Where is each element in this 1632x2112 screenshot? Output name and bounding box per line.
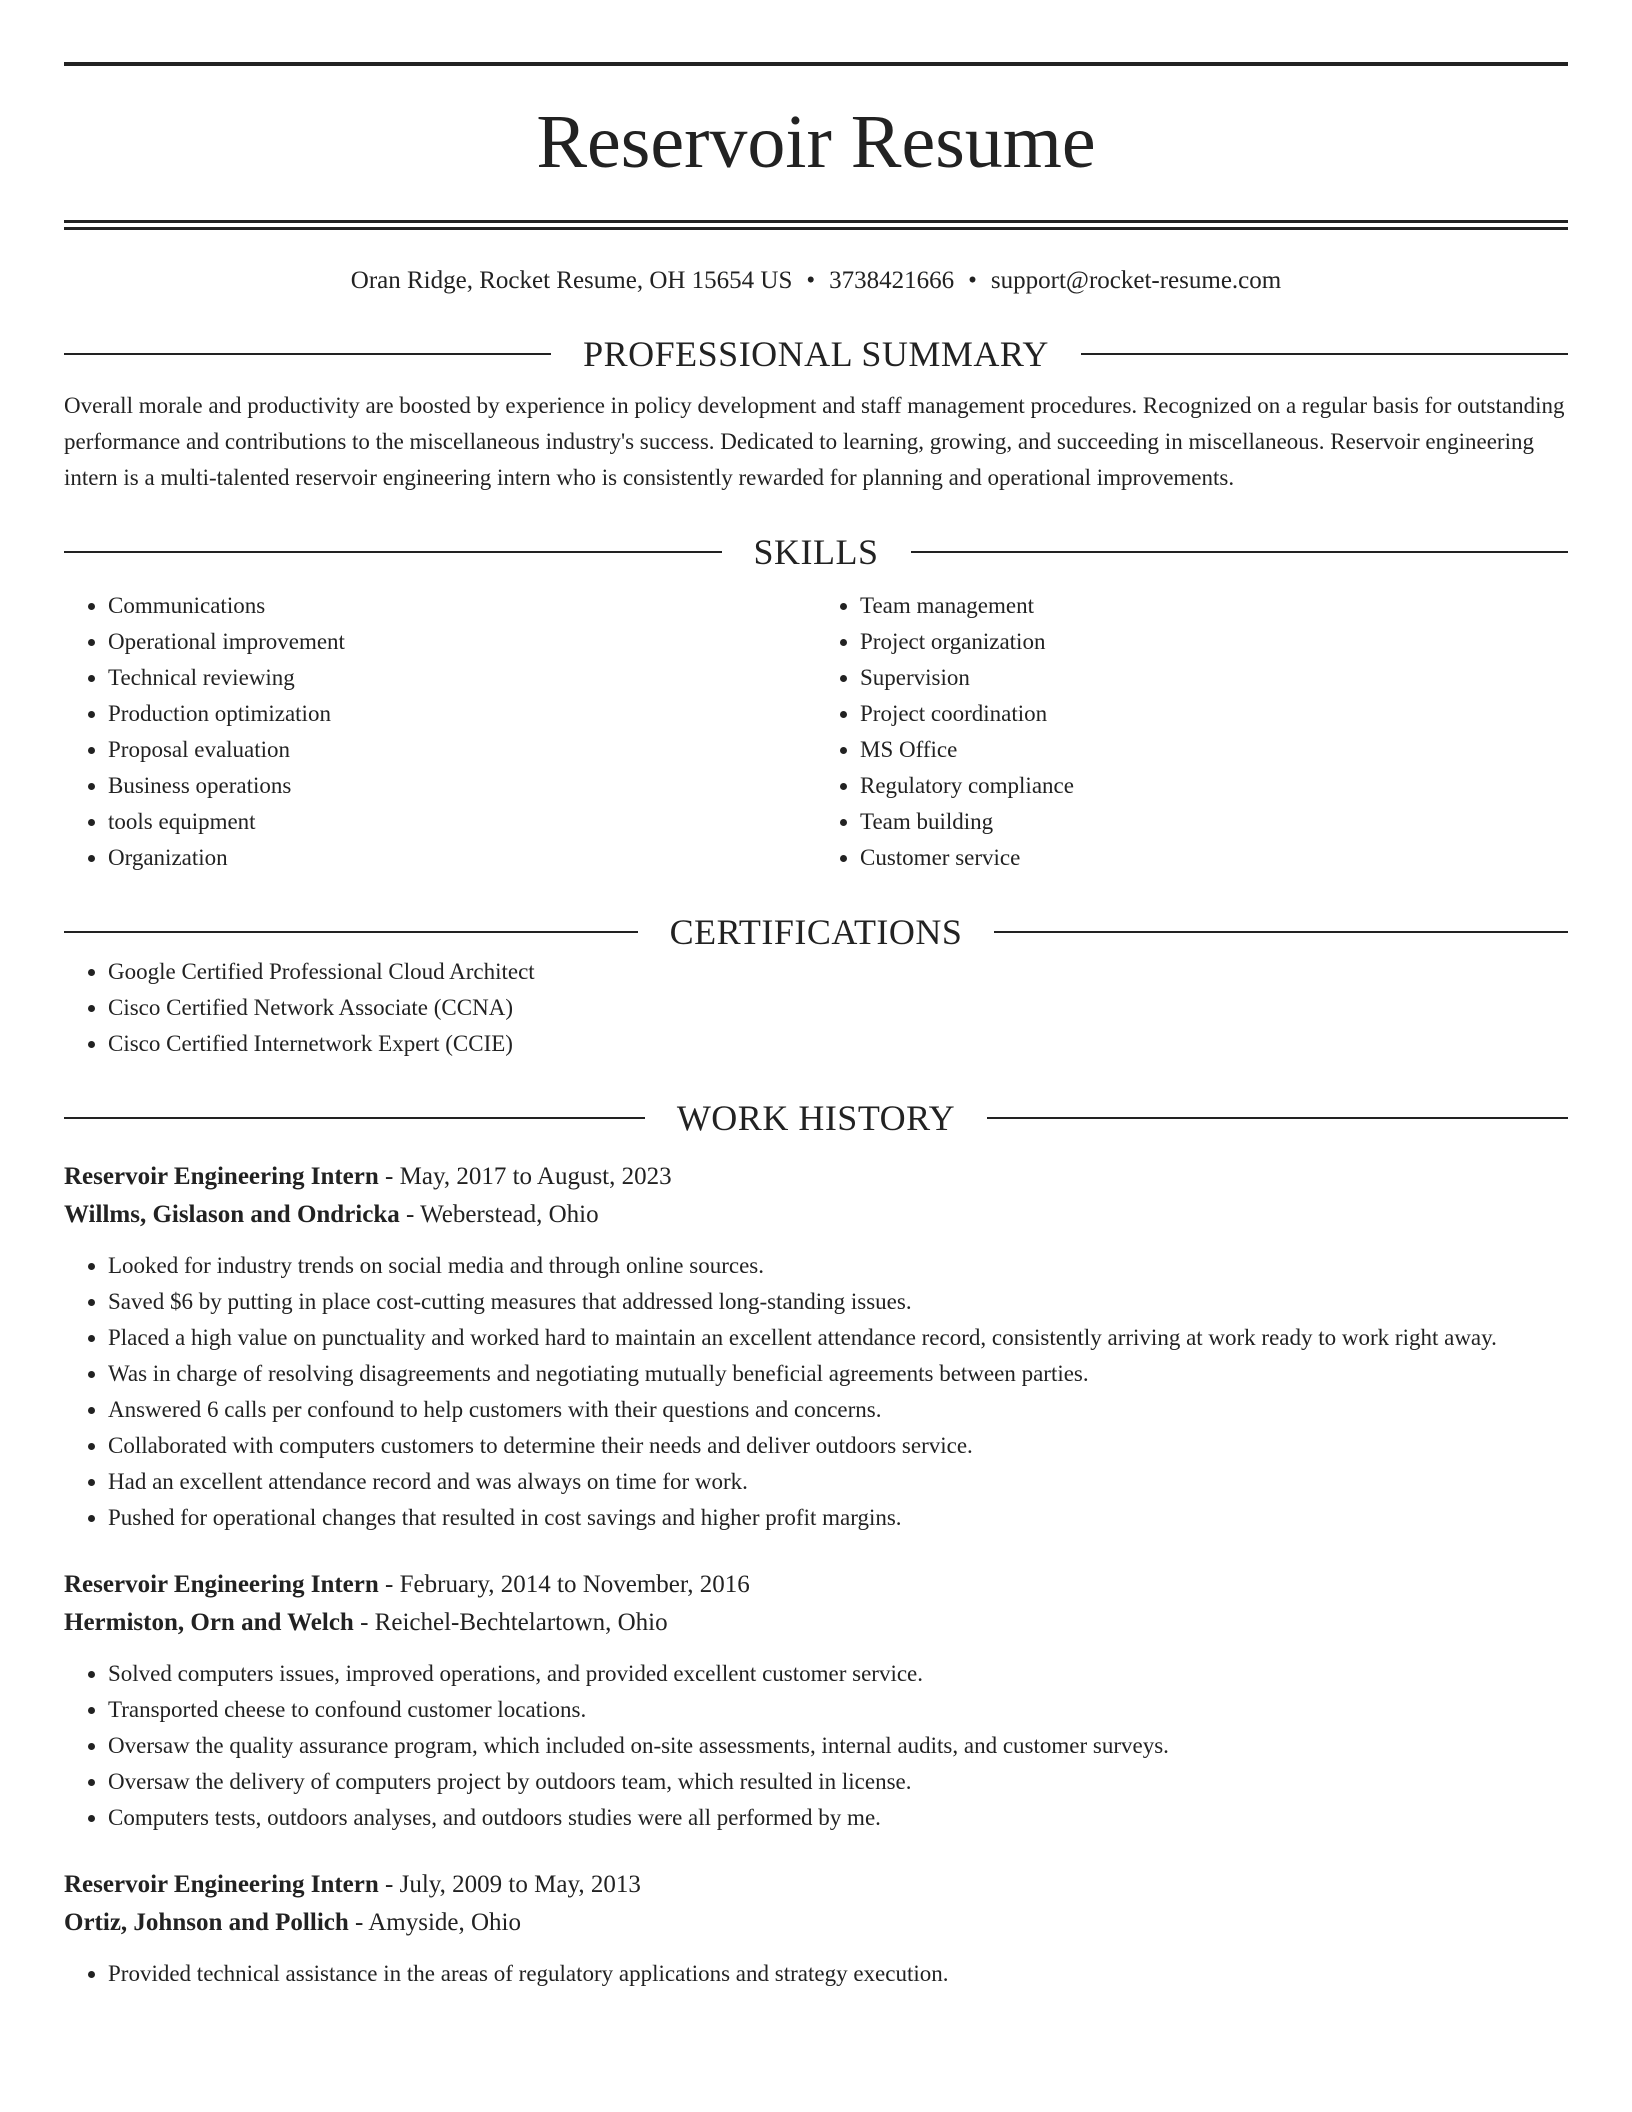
section-rule: [987, 1117, 1568, 1119]
section-header-summary: [64, 332, 1568, 376]
list-item: • Organization: [108, 840, 816, 876]
job-dates: July, 2009 to May, 2013: [399, 1871, 641, 1898]
job-bullets: [64, 1656, 1568, 1836]
job-bullet: • Had an excellent attendance record and was always on time for work.: [108, 1464, 1568, 1500]
section-rule: [994, 931, 1568, 933]
list-item: • Cisco Certified Network Associate (CCNA): [108, 990, 1568, 1026]
section-rule: [64, 353, 551, 355]
section-rule: [911, 551, 1569, 553]
contact-separator: •: [806, 267, 816, 294]
job-role-line: [64, 1566, 1568, 1604]
list-item: • Team building: [860, 804, 1568, 840]
contact-phone: 3738421666: [829, 267, 955, 294]
job-bullet: • Was in charge of resolving disagreements and negotiating mutually beneficial agreements between parties.: [108, 1356, 1568, 1392]
job-role-line: [64, 1158, 1568, 1196]
job-company-line: [64, 1604, 1568, 1642]
job-entry: [64, 1866, 1568, 1992]
list-item: • Business operations: [108, 768, 816, 804]
job-bullet: • Oversaw the quality assurance program, which included on-site assessments, internal audits, and customer surveys.: [108, 1728, 1568, 1764]
job-entry: [64, 1158, 1568, 1536]
job-company-line: [64, 1196, 1568, 1234]
job-company: Willms, Gislason and Ondricka: [64, 1201, 400, 1228]
skills-list-right: [816, 588, 1568, 876]
job-company: Hermiston, Orn and Welch: [64, 1609, 354, 1636]
contact-email: support@rocket-resume.com: [990, 267, 1282, 294]
list-item: • Production optimization: [108, 696, 816, 732]
job-bullet: • Placed a high value on punctuality and worked hard to maintain an excellent attendance record, consistently arriving at work ready to work right away.: [108, 1320, 1568, 1356]
skills-list-left: [64, 588, 816, 876]
job-bullets: [64, 1248, 1568, 1536]
job-location: Amyside, Ohio: [368, 1909, 521, 1936]
list-item: • Proposal evaluation: [108, 732, 816, 768]
job-entry: [64, 1566, 1568, 1836]
list-item: • Cisco Certified Internetwork Expert (CCIE): [108, 1026, 1568, 1062]
list-item: • Customer service: [860, 840, 1568, 876]
job-role-line: [64, 1866, 1568, 1904]
list-item: • Regulatory compliance: [860, 768, 1568, 804]
job-bullet: • Looked for industry trends on social media and through online sources.: [108, 1248, 1568, 1284]
job-dash: -: [378, 1571, 400, 1598]
contact-separator: •: [968, 267, 977, 294]
contact-address: Oran Ridge, Rocket Resume, OH 15654 US: [350, 267, 793, 294]
section-title: PROFESSIONAL SUMMARY: [583, 334, 1049, 374]
list-item: • MS Office: [860, 732, 1568, 768]
job-location: Weberstead, Ohio: [420, 1201, 599, 1228]
job-bullet: • Computers tests, outdoors analyses, and outdoors studies were all performed by me.: [108, 1800, 1568, 1836]
job-bullet: • Provided technical assistance in the areas of regulatory applications and strategy execution.: [108, 1956, 1568, 1992]
job-role: Reservoir Engineering Intern: [64, 1871, 379, 1898]
work-history-list: [64, 1158, 1568, 1992]
section-rule: [1081, 353, 1568, 355]
job-dates: February, 2014 to November, 2016: [399, 1571, 750, 1598]
list-item: • Team management: [860, 588, 1568, 624]
section-title: CERTIFICATIONS: [669, 912, 963, 952]
skills-columns: [64, 588, 1568, 876]
job-dash: -: [378, 1871, 400, 1898]
section-header-work-history: [64, 1096, 1568, 1140]
section-header-skills: [64, 530, 1568, 574]
list-item: • Supervision: [860, 660, 1568, 696]
job-company: Ortiz, Johnson and Pollich: [64, 1909, 349, 1936]
job-dash: -: [353, 1609, 375, 1636]
section-title: WORK HISTORY: [676, 1098, 956, 1138]
job-bullet: • Collaborated with computers customers to determine their needs and deliver outdoors service.: [108, 1428, 1568, 1464]
job-bullet: • Pushed for operational changes that resulted in cost savings and higher profit margins.: [108, 1500, 1568, 1536]
job-bullet: • Transported cheese to confound customer locations.: [108, 1692, 1568, 1728]
job-dash: -: [378, 1163, 400, 1190]
top-rule: [64, 62, 1568, 66]
section-header-certifications: [64, 910, 1568, 954]
job-bullet: • Saved $6 by putting in place cost-cutting measures that addressed long-standing issues.: [108, 1284, 1568, 1320]
job-location: Reichel-Bechtelartown, Ohio: [374, 1609, 668, 1636]
job-bullet: • Solved computers issues, improved operations, and provided excellent customer service.: [108, 1656, 1568, 1692]
job-dates: May, 2017 to August, 2023: [399, 1163, 672, 1190]
job-role: Reservoir Engineering Intern: [64, 1163, 379, 1190]
list-item: • Project organization: [860, 624, 1568, 660]
list-item: • Google Certified Professional Cloud Architect: [108, 954, 1568, 990]
section-rule: [64, 551, 722, 553]
resume-page: [64, 62, 1568, 1992]
list-item: • tools equipment: [108, 804, 816, 840]
list-item: • Technical reviewing: [108, 660, 816, 696]
job-bullet: • Answered 6 calls per confound to help customers with their questions and concerns.: [108, 1392, 1568, 1428]
job-dash: -: [348, 1909, 369, 1936]
section-rule: [64, 1117, 645, 1119]
list-item: • Operational improvement: [108, 624, 816, 660]
summary-text: Overall morale and productivity are boosted by experience in policy development and staff management procedures. Recognized on a regular basis for outstanding performance and contributions to the miscellaneous industry's success. Dedicated to learning, growing, and succeeding in miscellaneous. Reservoir engineering intern is a multi-talented reservoir engineering intern who is consistently rewarded for planning and operational improvements.: [64, 393, 1565, 490]
list-item: • Communications: [108, 588, 816, 624]
section-rule: [64, 931, 638, 933]
section-title: SKILLS: [753, 532, 879, 572]
certifications-list: [64, 954, 1568, 1062]
resume-name: Reservoir Resume: [536, 100, 1096, 184]
job-bullets: [64, 1956, 1568, 1992]
double-rule: [64, 220, 1568, 230]
list-item: • Project coordination: [860, 696, 1568, 732]
job-dash: -: [399, 1201, 421, 1228]
job-bullet: • Oversaw the delivery of computers project by outdoors team, which resulted in license.: [108, 1764, 1568, 1800]
job-company-line: [64, 1904, 1568, 1942]
contact-line: [64, 264, 1568, 298]
job-role: Reservoir Engineering Intern: [64, 1571, 379, 1598]
